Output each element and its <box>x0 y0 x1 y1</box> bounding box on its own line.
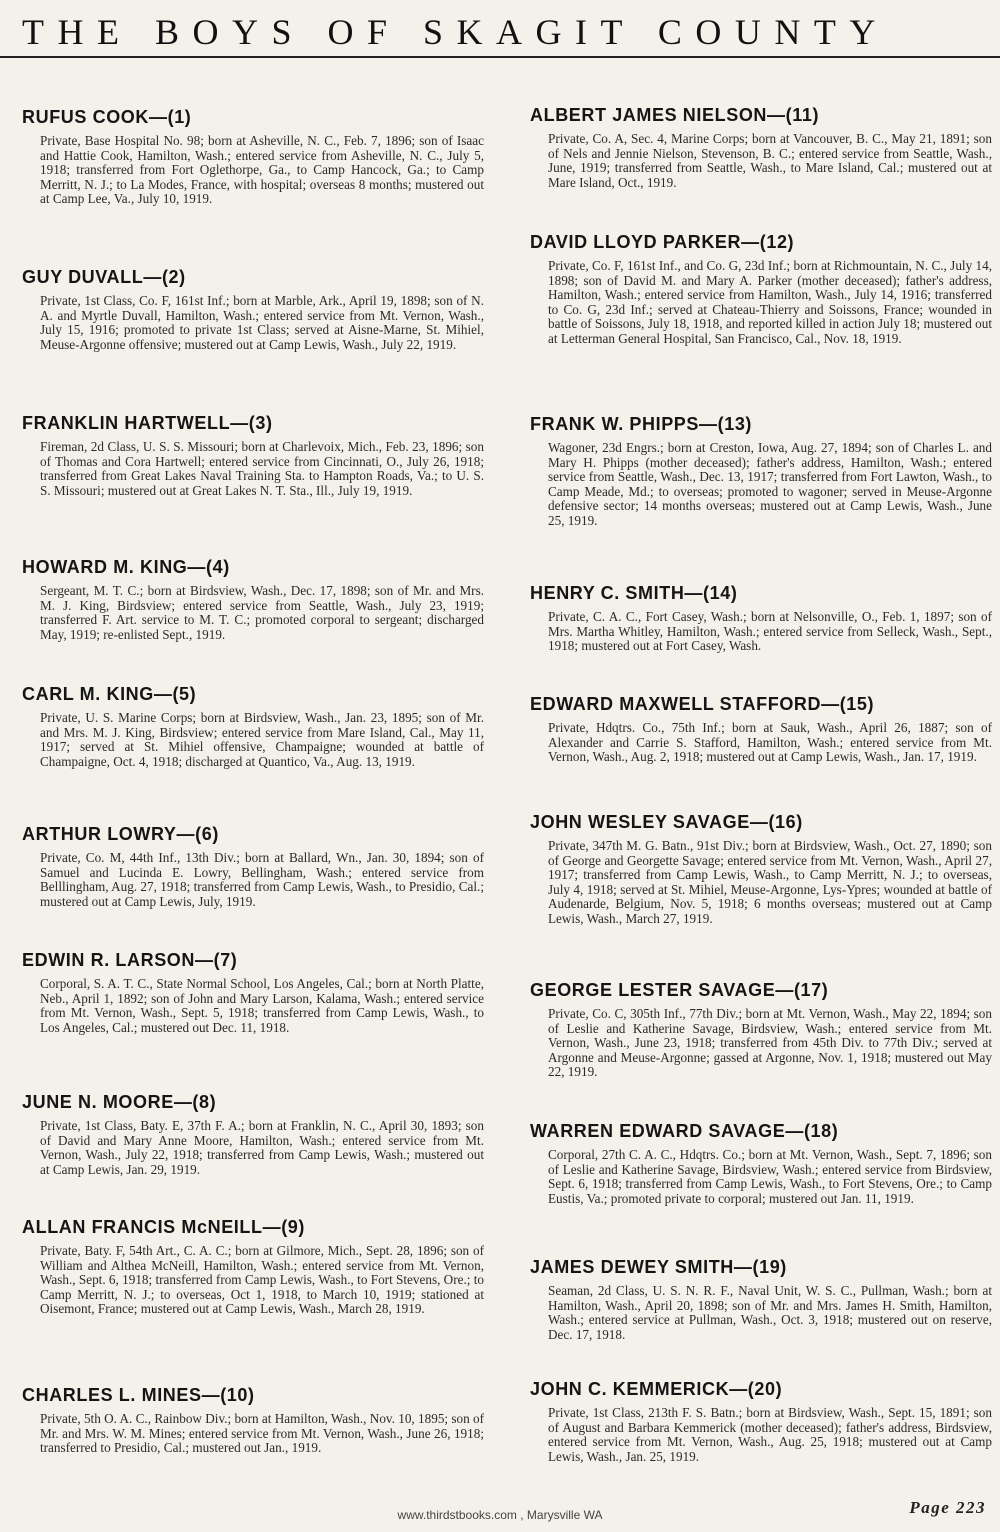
entry-text: Private, 5th O. A. C., Rainbow Div.; born at Hamilton, Wash., Nov. 10, 1895; son of Mr. and Mrs. W. M. Mines; entered service from Mt. Vernon, Wash., June 26, 1918; transferred to Presidio, Cal.; mustered out Jan., 1919. <box>40 1411 484 1456</box>
entry-text: Seaman, 2d Class, U. S. N. R. F., Naval Unit, W. S. C., Pullman, Wash.; born at Hamilton, Wash., April 20, 1898; son of Mr. and Mrs. James H. Smith, Hamilton, Wash.; entered service at Pullman, Wash., Oct. 3, 1918; mustered out on reserve, Dec. 17, 1918. <box>548 1283 992 1342</box>
entry-name: CHARLES L. MINES—(10) <box>22 1385 255 1405</box>
entry-text: Corporal, 27th C. A. C., Hdqtrs. Co.; born at Mt. Vernon, Wash., Sept. 7, 1896; son of Leslie and Katherine Savage, Birdsview, Wash.; entered service from Birdsview, Sept. 6, 1918; transferred from Camp Lewis, Wash., to Fort Stevens, Ore.; to Camp Eustis, Va.; promoted private to corporal; mustered out Jan. 11, 1919. <box>548 1147 992 1206</box>
entry-name: EDWIN R. LARSON—(7) <box>22 950 238 970</box>
entry-text: Private, 1st Class, 213th F. S. Batn.; born at Birdsview, Wash., Sept. 15, 1891; son of August and Barbara Kemmerick (mother deceased); father's address, Birdsview, entered service from Mt. Vernon, Wash., Aug. 25, 1918; mustered out at Camp Lewis, Wash., Jan. 25, 1919. <box>548 1405 992 1464</box>
source-url: www.thirdstbooks.com , Marysville WA <box>397 1508 603 1522</box>
entry <box>22 683 484 769</box>
entry <box>22 1091 484 1177</box>
entry-name: ARTHUR LOWRY—(6) <box>22 824 219 844</box>
entry-name: GEORGE LESTER SAVAGE—(17) <box>530 980 829 1000</box>
entry <box>530 693 992 765</box>
entry-name: JOHN WESLEY SAVAGE—(16) <box>530 812 803 832</box>
entry-text: Wagoner, 23d Engrs.; born at Creston, Iowa, Aug. 27, 1894; son of Charles L. and Mary H. Phipps (mother deceased); father's address, Hamilton, Wash.; entered service from Seattle, Wash., Dec. 13, 1917; transferred from Fort Lawton, Wash., to Camp Meade, Md.; to overseas; promoted to wagoner; served in Meuse-Argonne defensive sector; 14 months overseas; mustered out at Camp Lewis, Wash., June 25, 1919. <box>548 440 992 528</box>
page-header <box>0 0 1000 58</box>
entry <box>530 1378 992 1464</box>
entry-name: ALLAN FRANCIS McNEILL—(9) <box>22 1217 305 1237</box>
entry <box>22 823 484 909</box>
entry <box>22 266 484 352</box>
page-title: THE BOYS OF SKAGIT COUNTY <box>22 12 889 52</box>
entry-name: FRANK W. PHIPPS—(13) <box>530 414 753 434</box>
entry-text: Private, Baty. F, 54th Art., C. A. C.; born at Gilmore, Mich., Sept. 28, 1896; son of William and Althea McNeill, Hamilton, Wash.; entered service from Mt. Vernon, Wash., Sept. 6, 1918; transferred from Camp Lewis, Wash., to Fort Stevens, Ore.; to Camp Merritt, N. J.; to overseas, Oct 1, 1918, to March 10, 1919; stationed at Oisemont, France; mustered out at Camp Lewis, Wash., March 28, 1919. <box>40 1243 484 1317</box>
page-number: Page 223 <box>909 1498 986 1517</box>
entry-name: JAMES DEWEY SMITH—(19) <box>530 1257 787 1277</box>
entry-text: Private, Hdqtrs. Co., 75th Inf.; born at Sauk, Wash., April 26, 1887; son of Alexander and Carrie S. Stafford, Hamilton, Wash.; entered service from Mt. Vernon, Wash., Aug. 2, 1918; mustered out at Camp Lewis, Wash., Jan. 17, 1919. <box>548 720 992 765</box>
entry <box>530 979 992 1080</box>
entry-name: CARL M. KING—(5) <box>22 684 197 704</box>
entry-name: WARREN EDWARD SAVAGE—(18) <box>530 1121 839 1141</box>
entry-text: Fireman, 2d Class, U. S. S. Missouri; born at Charlevoix, Mich., Feb. 23, 1896; son of Thomas and Cora Hartwell; entered service from Cincinnati, O., July 26, 1918; transferred from Great Lakes Naval Training Sta. to Hampton Roads, Va.; to U. S. S. Missouri; mustered out at Great Lakes N. T. Sta., Ill., July 19, 1919. <box>40 439 484 498</box>
entry-text: Private, Co. M, 44th Inf., 13th Div.; born at Ballard, Wn., Jan. 30, 1894; son of Samuel and Lucinda E. Lowry, Bellingham, Wash.; entered service from Belllingham, Aug. 27, 1918; transferred from Camp Lewis, Wash., to Presidio, Cal.; mustered out at Camp Lewis, July, 1919. <box>40 850 484 909</box>
entry-name: DAVID LLOYD PARKER—(12) <box>530 232 795 252</box>
entry-text: Private, C. A. C., Fort Casey, Wash.; born at Nelsonville, O., Feb. 1, 1897; son of Mrs. Martha Whitley, Hamilton, Wash.; entered service from Selleck, Wash., Sept., 1918; mustered out at Fort Casey, Wash. <box>548 609 992 654</box>
entry-name: JUNE N. MOORE—(8) <box>22 1092 217 1112</box>
entry-name: EDWARD MAXWELL STAFFORD—(15) <box>530 694 875 714</box>
entry-name: JOHN C. KEMMERICK—(20) <box>530 1379 783 1399</box>
entry <box>530 582 992 654</box>
entry <box>530 1120 992 1206</box>
entry-text: Private, Base Hospital No. 98; born at Asheville, N. C., Feb. 7, 1896; son of Isaac and Hattie Cook, Hamilton, Wash.; entered service from Asheville, N. C., July 5, 1918; transferred from Fort Oglethorpe, Ga., to Camp Hancock, Ga.; to Camp Merritt, N. J.; to La Modes, France, with hospital; overseas 8 months; mustered out at Camp Lee, Va., July 10, 1919. <box>40 133 484 207</box>
entry <box>22 1216 484 1317</box>
entry <box>22 412 484 498</box>
entry <box>530 104 992 190</box>
entry-name: FRANKLIN HARTWELL—(3) <box>22 413 273 433</box>
entry <box>530 1256 992 1342</box>
entry-name: HENRY C. SMITH—(14) <box>530 583 738 603</box>
entry-text: Private, 1st Class, Co. F, 161st Inf.; born at Marble, Ark., April 19, 1898; son of N. A. and Myrtle Duvall, Hamilton, Wash.; entered service from Mt. Vernon, Wash., July 15, 1916; promoted to private 1st Class; served at Aisne-Marne, St. Mihiel, Meuse-Argonne offensive; mustered out at Camp Lewis, Wash., July 22, 1919. <box>40 293 484 352</box>
entry <box>530 413 992 529</box>
entry <box>22 949 484 1035</box>
entry-text: Private, Co. A, Sec. 4, Marine Corps; born at Vancouver, B. C., May 21, 1891; son of Nels and Jennie Nielson, Stevenson, B. C.; entered service from Seattle, Wash., June, 1919; transferred from Seattle, Wash., to Mare Island, Cal.; mustered out at Mare Island, Oct., 1919. <box>548 131 992 190</box>
entry-name: RUFUS COOK—(1) <box>22 107 192 127</box>
entry-text: Private, 1st Class, Baty. E, 37th F. A.; born at Franklin, N. C., April 30, 1893; son of David and Mary Anne Moore, Hamilton, Wash.; entered service from Mt. Vernon, Wash., July 22, 1918; transferred from Camp Lewis, Wash.; mustered out at Camp Lewis, Jan. 29, 1919. <box>40 1118 484 1177</box>
entry-name: ALBERT JAMES NIELSON—(11) <box>530 105 820 125</box>
entry-name: GUY DUVALL—(2) <box>22 267 186 287</box>
entry <box>530 811 992 927</box>
entry-text: Private, Co. C, 305th Inf., 77th Div.; born at Mt. Vernon, Wash., May 22, 1894; son of Leslie and Katherine Savage, Birdsview, Wash.; entered service from Mt. Vernon, Wash., June 23, 1918; transferred from 45th Div. to 77th Div.; served at Argonne and Meuse-Argonne; gassed at Argonne, Nov. 1, 1918; mustered out May 22, 1919. <box>548 1006 992 1080</box>
entry <box>22 106 484 207</box>
entry-text: Private, U. S. Marine Corps; born at Birdsview, Wash., Jan. 23, 1895; son of Mr. and Mrs. M. J. King, Birdsview; entered service from Mare Island, Cal., May 11, 1917; served at St. Mihiel offensive, Champaigne; wounded at battle of Champaigne, Oct. 4, 1918; discharged at Quantico, Va., Aug. 13, 1919. <box>40 710 484 769</box>
entry <box>22 1384 484 1456</box>
entry-text: Private, Co. F, 161st Inf., and Co. G, 23d Inf.; born at Richmountain, N. C., July 14, 1898; son of David M. and Mary A. Parker (mother deceased); father's address, Hamilton, Wash.; entered service from Hamilton, Wash., July 14, 1916; transferred to Co. G, 23d Inf.; served at Chateau-Thierry and Soissons, France; wounded in battle of Soissons, July 18, 1918, and reported killed in action July 18; mustered out at Letterman General Hospital, San Francisco, Cal., Nov. 18, 1919. <box>548 258 992 346</box>
entry-text: Corporal, S. A. T. C., State Normal School, Los Angeles, Cal.; born at North Platte, Neb., April 1, 1892; son of John and Mary Larson, Kalama, Wash.; entered service from Mt. Vernon, Wash., Sept. 5, 1918; transferred from Camp Lewis, Wash., to Los Angeles, Cal.; mustered out Dec. 11, 1918. <box>40 976 484 1035</box>
entry-text: Private, 347th M. G. Batn., 91st Div.; born at Birdsview, Wash., Oct. 27, 1890; son of George and Georgette Savage; entered service from Mt. Vernon, Wash., April 27, 1917; transferred from Camp Lewis, Wash., to Camp Merritt, N. J.; to overseas, July 4, 1918; served at St. Mihiel, Meuse-Argonne, Lys-Ypres; wounded at battle of Audenarde, Belgium, Nov. 5, 1918; 6 months overseas; mustered out at Camp Lewis, Wash., March 27, 1919. <box>548 838 992 926</box>
entry <box>530 231 992 347</box>
entry <box>22 556 484 642</box>
entry-text: Sergeant, M. T. C.; born at Birdsview, Wash., Dec. 17, 1898; son of Mr. and Mrs. M. J. King, Birdsview; entered service from Seattle, Wash., July 23, 1919; transferred F. Art. service to M. T. C.; promoted corporal to sergeant; discharged May, 1919; re-enlisted Sept., 1919. <box>40 583 484 642</box>
entry-name: HOWARD M. KING—(4) <box>22 557 230 577</box>
